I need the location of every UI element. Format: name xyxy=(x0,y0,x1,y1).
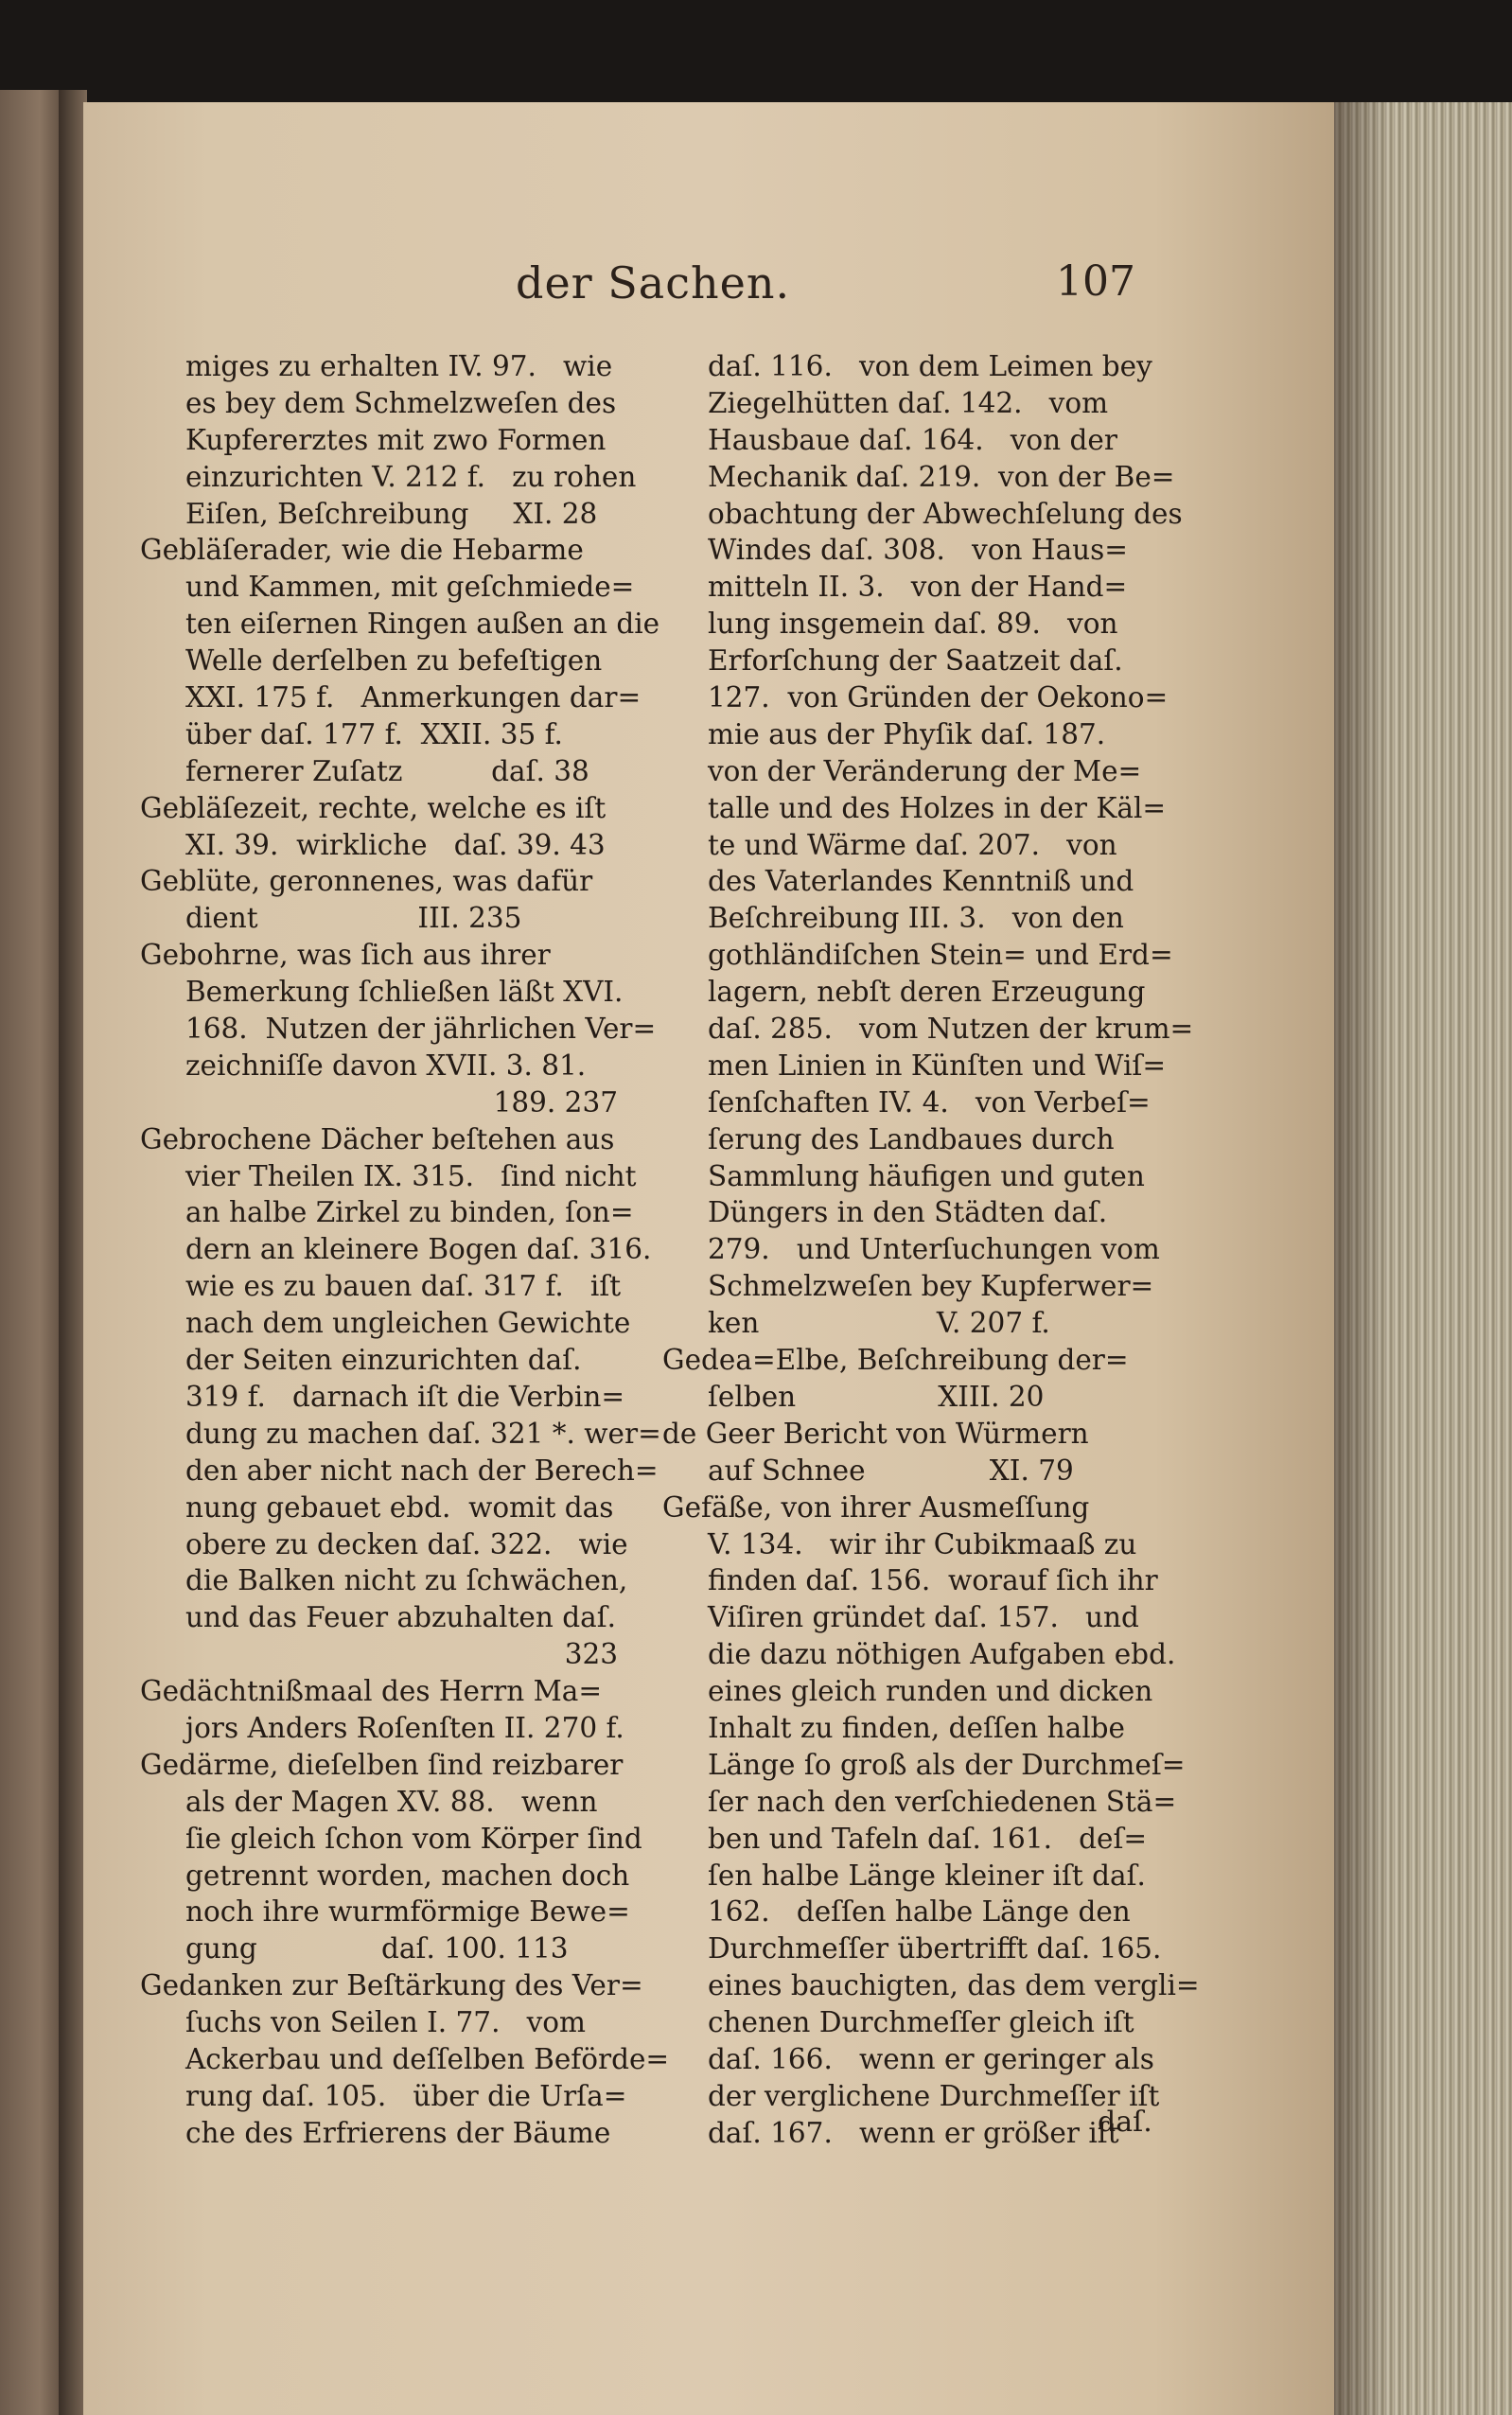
index-line: getrennt worden, machen doch xyxy=(185,1859,630,1892)
index-line: 319 f. darnach iſt die Verbin= xyxy=(185,1380,625,1413)
index-line: nach dem ungleichen Gewichte xyxy=(185,1307,631,1340)
index-line: ben und Tafeln daſ. 161. deſ= xyxy=(708,1822,1148,1855)
index-line: Gedanken zur Beſtärkung des Ver= xyxy=(140,1969,643,2002)
index-line: Gebohrne, was ſich aus ihrer xyxy=(140,939,551,972)
index-line: Mechanik daſ. 219. von der Be= xyxy=(708,460,1175,493)
index-line: lung insgemein daſ. 89. von xyxy=(708,608,1118,641)
index-line: Gedea=Elbe, Beſchreibung der= xyxy=(662,1344,1129,1377)
index-line: Beſchreibung III. 3. von den xyxy=(708,902,1124,935)
index-line: Eiſen, Beſchreibung XI. 28 xyxy=(185,497,598,530)
index-line: te und Wärme daſ. 207. von xyxy=(708,828,1117,861)
index-line: Gebläſezeit, rechte, welche es iſt xyxy=(140,791,607,824)
index-line: Hausbaue daſ. 164. von der xyxy=(708,423,1117,456)
index-line: den aber nicht nach der Berech= xyxy=(185,1454,659,1487)
index-line: V. 134. wir ihr Cubikmaaß zu xyxy=(708,1527,1137,1560)
index-line: Gefäße, von ihrer Ausmeſſung xyxy=(662,1490,1090,1524)
index-line: ſerung des Landbaues durch xyxy=(708,1122,1115,1155)
index-line: jors Anders Roſenſten II. 270 f. xyxy=(185,1711,624,1744)
index-line: vier Theilen IX. 315. ſind nicht xyxy=(185,1159,637,1192)
index-line: obere zu decken daſ. 322. wie xyxy=(185,1527,628,1560)
index-line: Ackerbau und deſſelben Beförde= xyxy=(185,2042,670,2075)
index-line: ken V. 207 f. xyxy=(708,1307,1050,1340)
index-line: Sammlung häufigen und guten xyxy=(708,1159,1145,1192)
index-line: gung daſ. 100. 113 xyxy=(185,1932,569,1965)
index-line: 168. Nutzen der jährlichen Ver= xyxy=(185,1013,657,1046)
index-line: daſ. 116. von dem Leimen bey xyxy=(708,350,1152,382)
index-line: 127. von Gründen der Oekono= xyxy=(708,681,1169,714)
index-line: obachtung der Abwechſelung des xyxy=(708,497,1183,530)
index-line: ſer nach den verſchiedenen Stä= xyxy=(708,1785,1177,1818)
index-line: 162. deſſen halbe Länge den xyxy=(708,1895,1131,1929)
index-line: eines bauchigten, das dem vergli= xyxy=(708,1969,1200,2002)
index-line: gothländiſchen Stein= und Erd= xyxy=(708,939,1173,972)
catchword: daſ. xyxy=(1098,2106,1152,2139)
index-line: miges zu erhalten IV. 97. wie xyxy=(185,350,613,382)
index-line: de Geer Bericht von Würmern xyxy=(662,1417,1089,1450)
index-column-right xyxy=(662,348,1200,2152)
index-line: ſen halbe Länge kleiner iſt daſ. xyxy=(708,1859,1146,1892)
index-line: ten eiſernen Ringen außen an die xyxy=(185,608,660,641)
index-line: und Kammen, mit geſchmiede= xyxy=(185,571,635,604)
index-line: die dazu nöthigen Aufgaben ebd. xyxy=(708,1638,1176,1671)
index-line: Schmelzweſen bey Kupferwer= xyxy=(708,1270,1154,1303)
index-line: Geblüte, geronnenes, was dafür xyxy=(140,865,593,898)
index-line: Viſiren gründet daſ. 157. und xyxy=(708,1601,1139,1634)
index-line: als der Magen XV. 88. wenn xyxy=(185,1785,598,1818)
index-line: 279. und Unterſuchungen vom xyxy=(708,1233,1160,1266)
index-line: men Linien in Künſten und Wiſ= xyxy=(708,1049,1167,1082)
index-line: dern an kleinere Bogen daſ. 316. xyxy=(185,1233,652,1266)
index-line: XI. 39. wirkliche daſ. 39. 43 xyxy=(185,828,606,861)
index-line: ſenſchaften IV. 4. von Verbeſ= xyxy=(708,1085,1151,1119)
index-line: mie aus der Phyſik daſ. 187. xyxy=(708,717,1106,750)
index-line: Gebläſerader, wie die Hebarme xyxy=(140,534,584,567)
index-line: che des Erfrierens der Bäume xyxy=(185,2116,611,2149)
index-line: XXI. 175 f. Anmerkungen dar= xyxy=(185,681,642,714)
index-line: chenen Durchmeſſer gleich iſt xyxy=(708,2006,1134,2039)
index-line: eines gleich runden und dicken xyxy=(708,1675,1153,1708)
index-line: Durchmeſſer übertrifft daſ. 165. xyxy=(708,1932,1162,1965)
index-line: der Seiten einzurichten daſ. xyxy=(185,1344,582,1377)
index-line: rung daſ. 105. über die Urſa= xyxy=(185,2079,627,2112)
index-line: ſelben XIII. 20 xyxy=(708,1380,1045,1413)
index-line: Gedärme, dieſelben ſind reizbarer xyxy=(140,1748,624,1781)
page-header xyxy=(151,257,1164,324)
index-line: mitteln II. 3. von der Hand= xyxy=(708,571,1128,604)
index-line: Länge ſo groß als der Durchmeſ= xyxy=(708,1748,1186,1781)
index-line: dung zu machen daſ. 321 *. wer= xyxy=(185,1417,661,1450)
index-line: Ziegelhütten daſ. 142. vom xyxy=(708,386,1109,419)
index-line: auf Schnee XI. 79 xyxy=(708,1454,1074,1487)
index-line: Bemerkung ſchließen läßt XVI. xyxy=(185,976,624,1009)
index-line: daſ. 167. wenn er größer iſt xyxy=(708,2116,1119,2149)
index-line: an halbe Zirkel zu binden, ſon= xyxy=(185,1196,634,1229)
index-line: ſie gleich ſchon vom Körper ſind xyxy=(185,1822,642,1855)
index-line: lagern, nebſt deren Erzeugung xyxy=(708,976,1146,1009)
index-line: 189. 237 xyxy=(493,1085,618,1119)
index-line: noch ihre wurmförmige Bewe= xyxy=(185,1895,630,1929)
page-edge-shadow xyxy=(1334,102,1391,2415)
index-line: Inhalt zu finden, deſſen halbe xyxy=(708,1711,1125,1744)
index-line: einzurichten V. 212 f. zu rohen xyxy=(185,460,637,493)
index-line: der verglichene Durchmeſſer iſt xyxy=(708,2079,1160,2112)
index-line: Windes daſ. 308. von Haus= xyxy=(708,534,1129,567)
index-line: Gebrochene Dächer beſtehen aus xyxy=(140,1122,615,1155)
index-line: daſ. 166. wenn er geringer als xyxy=(708,2042,1154,2075)
index-column-left xyxy=(140,348,670,2152)
left-page-edge xyxy=(0,90,66,2415)
index-line: fernerer Zuſatz daſ. 38 xyxy=(185,754,589,787)
running-title: der Sachen. xyxy=(516,257,791,308)
index-line: von der Veränderung der Me= xyxy=(708,754,1142,787)
index-line: des Vaterlandes Kenntniß und xyxy=(708,865,1134,898)
index-line: Erforſchung der Saatzeit daſ. xyxy=(708,644,1123,678)
index-line: 323 xyxy=(564,1638,618,1671)
index-line: wie es zu bauen daſ. 317 f. iſt xyxy=(185,1270,622,1303)
index-line: dient III. 235 xyxy=(185,902,522,935)
index-line: es bey dem Schmelzweſen des xyxy=(185,386,617,419)
index-line: zeichniſſe davon XVII. 3. 81. xyxy=(185,1049,587,1082)
index-line: ſuchs von Seilen I. 77. vom xyxy=(185,2006,586,2039)
index-line: Düngers in den Städten daſ. xyxy=(708,1196,1108,1229)
index-line: daſ. 285. vom Nutzen der krum= xyxy=(708,1013,1194,1046)
index-line: nung gebauet ebd. womit das xyxy=(185,1490,614,1524)
index-line: Welle derſelben zu befeſtigen xyxy=(185,644,603,678)
page-number: 107 xyxy=(1056,257,1135,306)
index-line: Gedächtnißmaal des Herrn Ma= xyxy=(140,1675,603,1708)
index-line: über daſ. 177 f. XXII. 35 f. xyxy=(185,717,563,750)
index-line: talle und des Holzes in der Käl= xyxy=(708,791,1167,824)
index-line: Kupfererztes mit zwo Formen xyxy=(185,423,607,456)
index-line: finden daſ. 156. worauf ſich ihr xyxy=(708,1564,1158,1597)
index-line: und das Feuer abzuhalten daſ. xyxy=(185,1601,616,1634)
index-line: die Balken nicht zu ſchwächen, xyxy=(185,1564,628,1597)
